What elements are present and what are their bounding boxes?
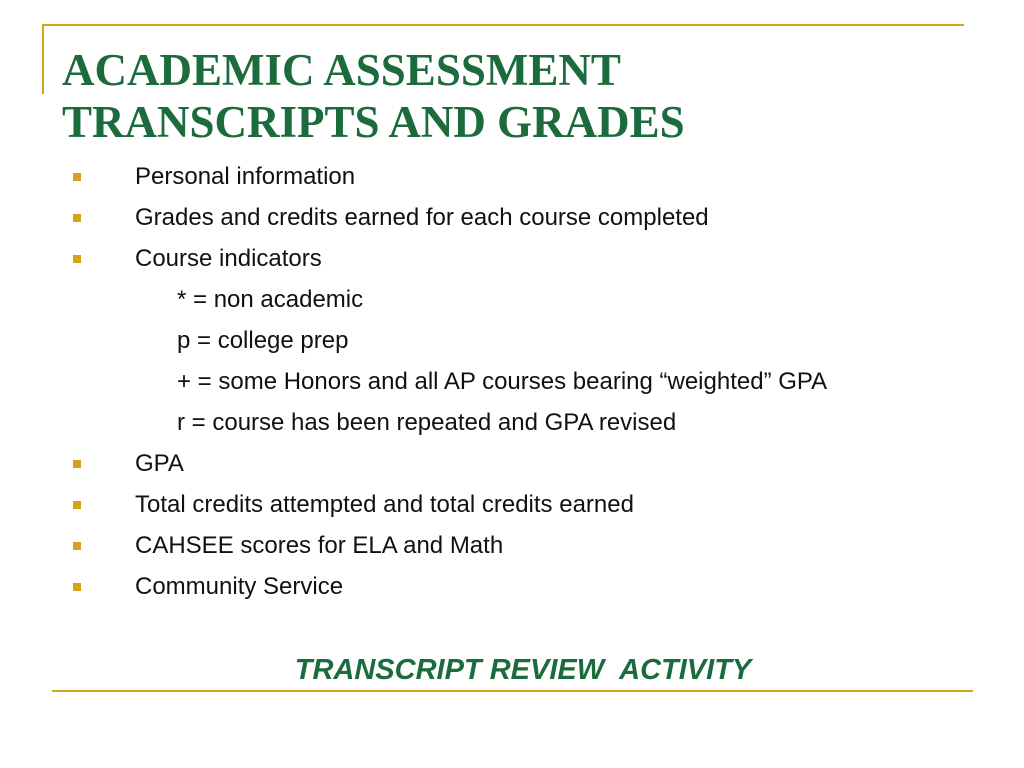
square-bullet-icon	[73, 542, 81, 550]
square-bullet-icon	[73, 173, 81, 181]
sub-item	[0, 320, 1000, 361]
transcript-review-activity-label: TRANSCRIPT REVIEW ACTIVITY	[294, 654, 752, 686]
bullet-text: Course indicators	[135, 245, 322, 272]
bullet-text: Grades and credits earned for each course completed	[135, 204, 709, 231]
sub-item-text: p = college prep	[177, 327, 349, 354]
sub-item-text: + = some Honors and all AP courses bearing “weighted” GPA	[177, 368, 828, 395]
frame-top-line	[42, 24, 964, 26]
sub-item	[0, 402, 1000, 443]
sub-item-text: r = course has been repeated and GPA revised	[177, 409, 677, 436]
bullet-item	[0, 484, 1000, 525]
bullet-list	[0, 156, 1000, 607]
sub-item	[0, 279, 1000, 320]
title-line-2: TRANSCRIPTS AND GRADES	[62, 97, 685, 147]
bullet-item	[0, 443, 1000, 484]
bullet-item	[0, 197, 1000, 238]
bullet-item	[0, 566, 1000, 607]
title-line-1: ACADEMIC ASSESSMENT	[62, 45, 621, 95]
bullet-item	[0, 238, 1000, 279]
sub-item	[0, 361, 1000, 402]
slide-title	[62, 44, 962, 148]
square-bullet-icon	[73, 583, 81, 591]
frame-left-line	[42, 24, 44, 94]
bullet-text: Community Service	[135, 573, 344, 600]
bullet-item	[0, 525, 1000, 566]
bullet-item	[0, 156, 1000, 197]
bullet-text: CAHSEE scores for ELA and Math	[135, 532, 504, 559]
square-bullet-icon	[73, 255, 81, 263]
bullet-text: Personal information	[135, 163, 356, 190]
frame-bottom-line	[52, 690, 973, 692]
sub-item-text: * = non academic	[177, 286, 364, 313]
square-bullet-icon	[73, 214, 81, 222]
bullet-text: GPA	[135, 450, 184, 477]
square-bullet-icon	[73, 501, 81, 509]
bullet-text: Total credits attempted and total credits earned	[135, 491, 634, 518]
square-bullet-icon	[73, 460, 81, 468]
